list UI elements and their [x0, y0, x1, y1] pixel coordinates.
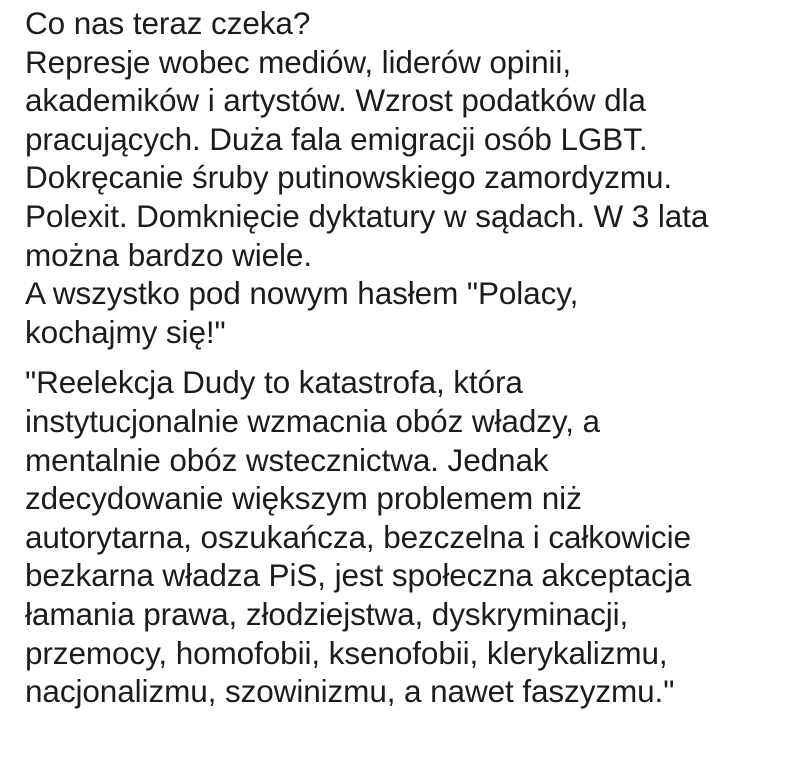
text-line: Dokręcanie śruby putinowskiego zamordyzmu. — [25, 159, 673, 196]
text-line: A wszystko pod nowym hasłem "Polacy, — [25, 275, 579, 312]
text-line: Represje wobec mediów, liderów opinii, — [25, 43, 571, 80]
text-line: kochajmy się!" — [25, 313, 226, 350]
text-line: łamania prawa, złodziejstwa, dyskryminacji, — [25, 595, 629, 632]
text-line: można bardzo wiele. — [25, 236, 312, 273]
text-line: Polexit. Domknięcie dyktatury w sądach. W 3 lata — [25, 197, 709, 234]
post-paragraph-1 — [25, 4, 795, 351]
text-line: bezkarna władza PiS, jest społeczna akceptacja — [25, 557, 692, 594]
text-line: nacjonalizmu, szowinizmu, a nawet faszyzmu." — [25, 673, 675, 710]
text-line: instytucjonalnie wzmacnia obóz władzy, a — [25, 402, 600, 439]
post-paragraph-2 — [25, 363, 795, 710]
text-line: pracujących. Duża fala emigracji osób LGBT. — [25, 120, 648, 157]
text-line: przemocy, homofobii, ksenofobii, klerykalizmu, — [25, 634, 668, 671]
text-line: akademików i artystów. Wzrost podatków dla — [25, 82, 646, 119]
text-line: mentalnie obóz wstecznictwa. Jednak — [25, 441, 549, 478]
text-line: "Reelekcja Dudy to katastrofa, która — [25, 364, 523, 401]
text-line: autorytarna, oszukańcza, bezczelna i całkowicie — [25, 518, 691, 555]
text-line: zdecydowanie większym problemem niż — [25, 480, 582, 517]
post-text — [25, 4, 795, 711]
text-line: Co nas teraz czeka? — [25, 5, 311, 41]
